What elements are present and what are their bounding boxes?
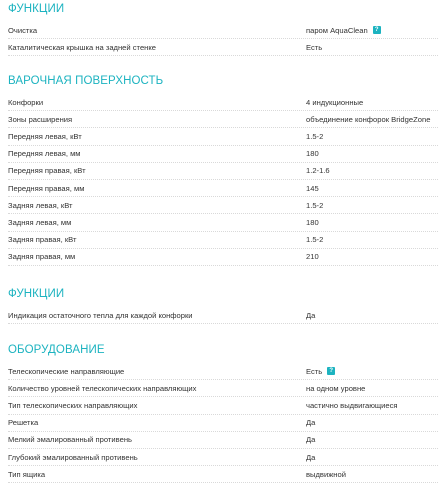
spec-row <box>8 380 438 397</box>
spec-row <box>8 214 438 231</box>
spec-row <box>8 307 438 324</box>
spec-row <box>8 415 438 432</box>
spec-row <box>8 111 438 128</box>
spec-value: 180 <box>306 217 319 227</box>
spec-value-text: Есть <box>306 366 323 376</box>
spec-label: Глубокий эмалированный противень <box>8 452 138 462</box>
spec-row <box>8 180 438 197</box>
help-icon[interactable]: ? <box>373 26 381 34</box>
spec-label: Тип ящика <box>8 469 46 479</box>
spec-row <box>8 249 438 266</box>
spec-label: Задняя левая, мм <box>8 217 72 227</box>
spec-value: на одном уровне <box>306 383 366 393</box>
spec-row-catalytic <box>8 39 438 56</box>
spec-value: 1.5-2 <box>306 131 324 141</box>
section-title-hob: ВАРОЧНАЯ ПОВЕРХНОСТЬ <box>8 75 164 87</box>
spec-value: 180 <box>306 149 319 159</box>
spec-row <box>8 94 438 111</box>
spec-value: Да <box>306 435 316 445</box>
spec-value: 4 индукционные <box>306 97 364 107</box>
spec-label: Передняя правая, кВт <box>8 166 86 176</box>
spec-row <box>8 163 438 180</box>
spec-value: Да <box>306 310 316 320</box>
spec-value: 1.2-1.6 <box>306 166 330 176</box>
spec-label: Зоны расширения <box>8 114 73 124</box>
spec-value: 210 <box>306 252 319 262</box>
section-title-functions-2: ФУНКЦИИ <box>8 288 65 300</box>
spec-table-hob <box>8 94 438 266</box>
spec-value: Да <box>306 418 316 428</box>
spec-row <box>8 432 438 449</box>
spec-label: Передняя левая, кВт <box>8 131 82 141</box>
section-title-functions: ФУНКЦИИ <box>8 3 65 15</box>
spec-value: Есть <box>306 42 323 52</box>
spec-label: Тип телескопических направляющих <box>8 400 138 410</box>
spec-label: Передняя правая, мм <box>8 183 85 193</box>
spec-label: Каталитическая крышка на задней стенке <box>8 42 156 52</box>
spec-label: Количество уровней телескопических направляющих <box>8 383 197 393</box>
help-icon[interactable]: ? <box>327 367 335 375</box>
spec-row <box>8 146 438 163</box>
spec-table-functions <box>8 22 438 56</box>
spec-value: частично выдвигающиеся <box>306 400 398 410</box>
spec-row-telescopic <box>8 363 438 380</box>
spec-label: Задняя левая, кВт <box>8 200 73 210</box>
spec-value <box>306 367 438 376</box>
spec-row <box>8 449 438 466</box>
spec-value: объединение конфорок BridgeZone <box>306 114 431 124</box>
spec-row <box>8 397 438 414</box>
spec-label: Решетка <box>8 418 39 428</box>
spec-row-cleaning <box>8 22 438 39</box>
spec-value: 1.5-2 <box>306 235 324 245</box>
spec-label: Передняя левая, мм <box>8 149 81 159</box>
spec-value: 145 <box>306 183 319 193</box>
spec-value: Да <box>306 452 316 462</box>
spec-value: 1.5-2 <box>306 200 324 210</box>
spec-label: Очистка <box>8 25 38 35</box>
spec-row <box>8 128 438 145</box>
spec-row <box>8 197 438 214</box>
spec-table-equipment <box>8 363 438 483</box>
section-title-equipment: ОБОРУДОВАНИЕ <box>8 344 105 356</box>
spec-label: Задняя правая, мм <box>8 252 76 262</box>
spec-value: выдвижной <box>306 469 346 479</box>
spec-row <box>8 232 438 249</box>
spec-value <box>306 26 438 35</box>
spec-row <box>8 466 438 483</box>
spec-label: Индикация остаточного тепла для каждой конфорки <box>8 310 193 320</box>
spec-label: Конфорки <box>8 97 44 107</box>
spec-table-functions-2 <box>8 307 438 324</box>
spec-label: Телескопические направляющие <box>8 366 125 376</box>
spec-label: Мелкий эмалированный противень <box>8 435 132 445</box>
spec-label: Задняя правая, кВт <box>8 235 77 245</box>
spec-value-text: паром AquaClean <box>306 25 368 35</box>
